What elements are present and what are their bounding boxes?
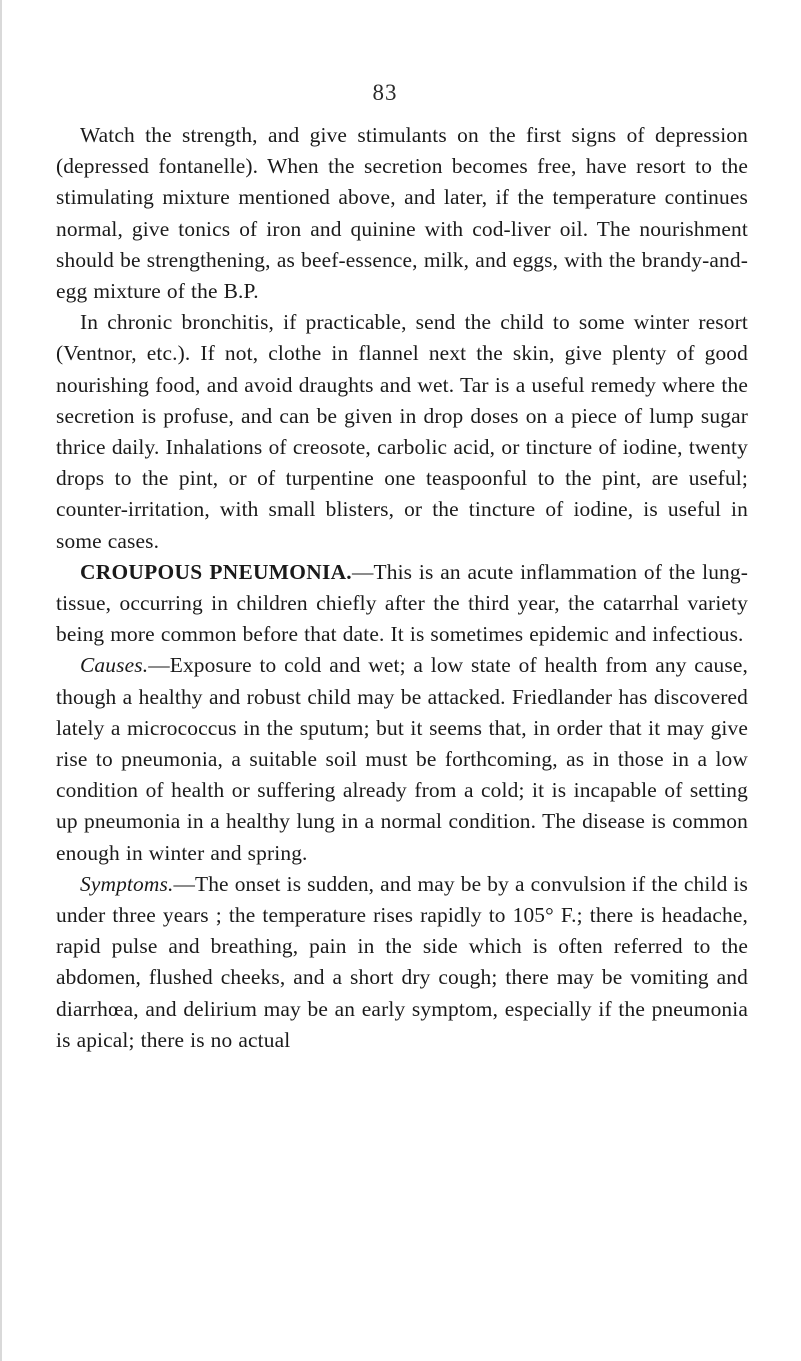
paragraph-text: —This is an acute inflammation of the lung-tissue, occurring in children chiefly after the third year, the catarrhal variety being more common before that date. It is sometimes epidemic and infectious. xyxy=(56,559,749,647)
paragraph-causes xyxy=(56,650,748,868)
body-text xyxy=(56,120,748,1056)
paragraph-stimulants xyxy=(56,120,748,307)
section-heading-symptoms: Symptoms. xyxy=(80,871,174,896)
section-heading-croupous-pneumonia: CROUPOUS PNEUMONIA. xyxy=(80,559,352,584)
paragraph-text: Watch the strength, and give stimulants on the first signs of depression (depressed fontanelle). When the secretion becomes free, have resort to the stimulating mixture mentioned above, and later, if the temperature continues normal, give tonics of iron and quinine with cod-liver oil. The nourishment should be strengthening, as beef-essence, milk, and eggs, with the brandy-and-egg mixture of the B.P. xyxy=(56,123,748,304)
paragraph-text: —Exposure to cold and wet; a low state of health from any cause, though a healthy and robust child may be attacked. Friedlander has discovered lately a micrococcus in the sputum; but it seems that, in order that it may give rise to pneumonia, a suitable soil must be forthcoming, as in those in a low condition of health or suffering already from a cold; it is incapable of setting up pneumonia in a healthy lung in a normal condition. The disease is common enough in winter and spring. xyxy=(56,653,748,865)
paragraph-text: —The onset is sudden, and may be by a convulsion if the child is under three years ; the temperature rises rapidly to 105° F.; there is headache, rapid pulse and breathing, pain in the side which is often referred to the abdomen, flushed cheeks, and a short dry cough; there may be vomiting and diarrhœa, and delirium may be an early symptom, especially if the pneumonia is apical; there is no actual xyxy=(56,871,748,1052)
paragraph-symptoms xyxy=(56,869,748,1056)
paragraph-croupous-pneumonia xyxy=(56,557,748,651)
page-number: 83 xyxy=(372,80,398,105)
paragraph-text: In chronic bronchitis, if practicable, send the child to some winter resort (Ventnor, etc.). If not, clothe in flannel next the skin, give plenty of good nourishing food, and avoid draughts and wet. Tar is a useful remedy where the secretion is profuse, and can be given in drop doses on a piece of lump sugar thrice daily. Inhalations of creosote, carbolic acid, or tincture of iodine, twenty drops to the pint, or of turpentine one teaspoonful to the pint, are useful; counter-irritation, with small blisters, or the tincture of iodine, is useful in some cases. xyxy=(56,310,748,553)
paragraph-chronic-bronchitis xyxy=(56,307,748,557)
page-edge xyxy=(0,0,2,1361)
section-heading-causes: Causes. xyxy=(80,653,149,678)
